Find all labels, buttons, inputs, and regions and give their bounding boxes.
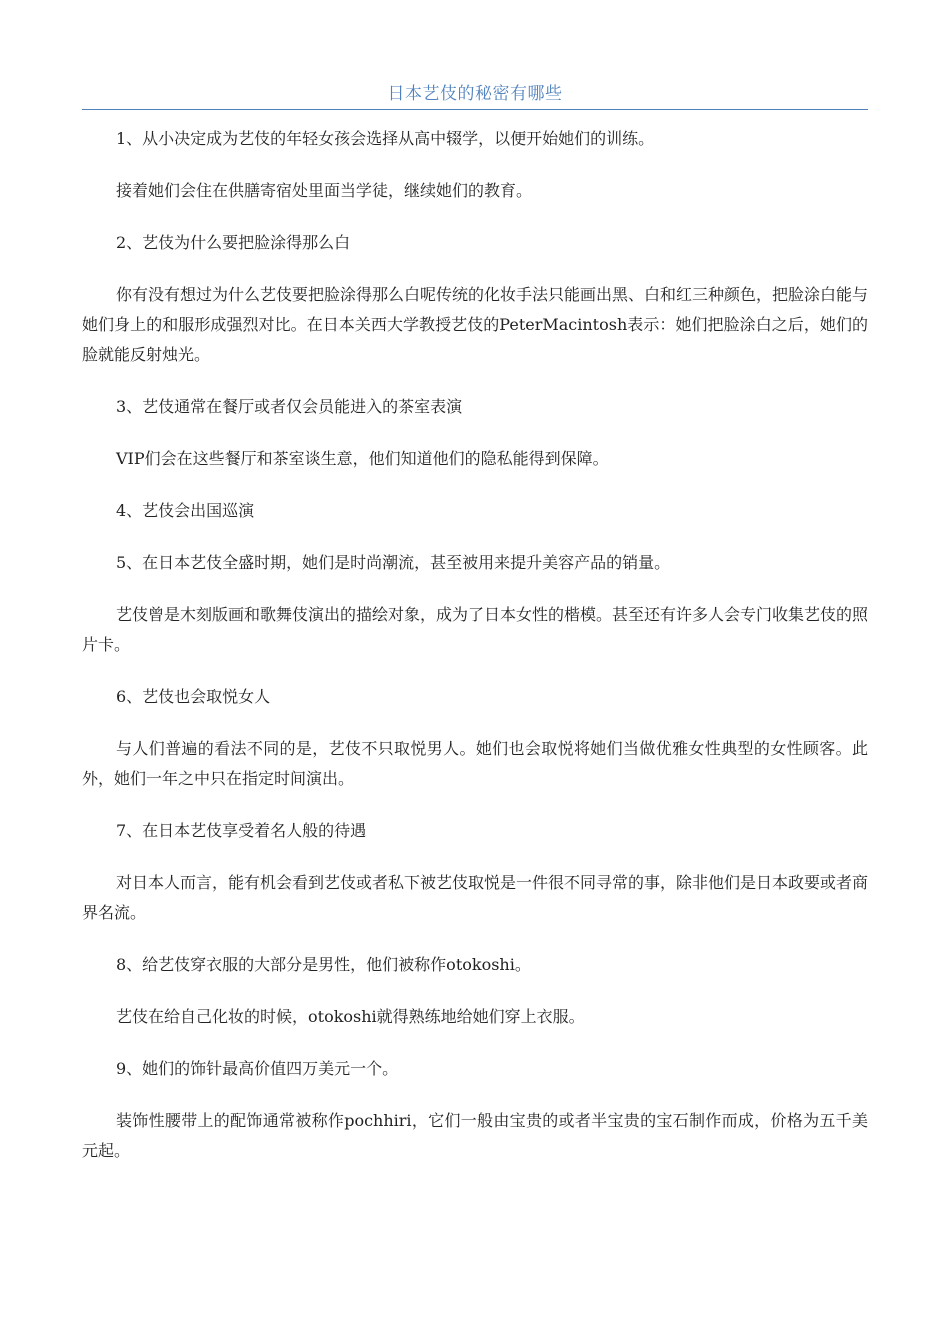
paragraph-4: VIP们会在这些餐厅和茶室谈生意，他们知道他们的隐私能得到保障。: [116, 449, 609, 468]
section-heading-4: 4、艺伎会出国巡演: [116, 501, 255, 520]
paragraph-5: 艺伎曾是木刻版画和歌舞伎演出的描绘对象，成为了日本女性的楷模。甚至还有许多人会专门收集艺伎的照片卡。: [82, 605, 869, 654]
paragraph-7: 对日本人而言，能有机会看到艺伎或者私下被艺伎取悦是一件很不同寻常的事，除非他们是日本政要或者商界名流。: [82, 873, 869, 922]
section-heading-5: 5、在日本艺伎全盛时期，她们是时尚潮流，甚至被用来提升美容产品的销量。: [116, 553, 671, 572]
section-heading-3: 3、艺伎通常在餐厅或者仅会员能进入的茶室表演: [116, 397, 463, 416]
section-heading-8: 8、给艺伎穿衣服的大部分是男性，他们被称作otokoshi。: [116, 955, 531, 974]
page-title: 日本艺伎的秘密有哪些: [387, 84, 563, 104]
document-header: [82, 80, 868, 110]
paragraph-3: 你有没有想过为什么艺伎要把脸涂得那么白呢传统的化妆手法只能画出黑、白和红三种颜色，把脸涂白能与她们身上的和服形成强烈对比。在日本关西大学教授艺伎的PeterMacintosh表示：她们把脸涂白之后，她们的脸就能反射烛光。: [82, 285, 869, 364]
paragraph-2: 接着她们会住在供膳寄宿处里面当学徒，继续她们的教育。: [116, 181, 533, 200]
paragraph-6: 与人们普遍的看法不同的是，艺伎不只取悦男人。她们也会取悦将她们当做优雅女性典型的女性顾客。此外，她们一年之中只在指定时间演出。: [82, 739, 868, 788]
paragraph-8: 艺伎在给自己化妆的时候，otokoshi就得熟练地给她们穿上衣服。: [116, 1007, 585, 1026]
document-body: [82, 124, 868, 1188]
paragraph-1: 1、从小决定成为艺伎的年轻女孩会选择从高中辍学，以便开始她们的训练。: [116, 129, 655, 148]
section-heading-9: 9、她们的饰针最高价值四万美元一个。: [116, 1059, 399, 1078]
paragraph-9: 装饰性腰带上的配饰通常被称作pochhiri，它们一般由宝贵的或者半宝贵的宝石制作而成，价格为五千美元起。: [82, 1111, 868, 1160]
section-heading-6: 6、艺伎也会取悦女人: [116, 687, 271, 706]
section-heading-7: 7、在日本艺伎享受着名人般的待遇: [116, 821, 367, 840]
section-heading-2: 2、艺伎为什么要把脸涂得那么白: [116, 233, 351, 252]
